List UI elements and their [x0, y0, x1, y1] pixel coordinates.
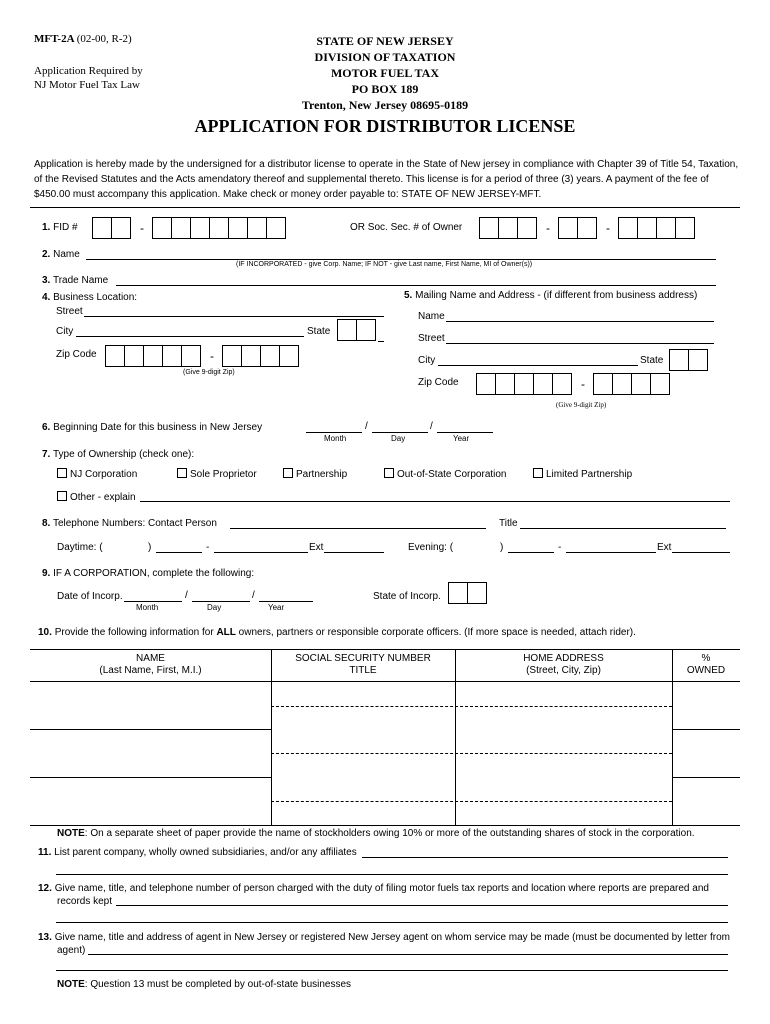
q4-street-label: Street	[56, 306, 83, 317]
q3-label: 3. Trade Name	[42, 275, 109, 286]
records-field[interactable]	[116, 905, 728, 906]
q13-label: 13. Give name, title and address of agent in New Jersey or registered New Jersey agent on whom service may be made (must be documented by letter from agent)	[38, 932, 731, 956]
q5-state-label: State	[640, 355, 664, 366]
dash: -	[206, 542, 210, 553]
mailing-name-field[interactable]	[446, 321, 714, 322]
q1-label: 1. FID #	[42, 222, 78, 233]
slash: /	[430, 421, 433, 432]
agency-line5: Trenton, New Jersey 08695-0189	[301, 98, 469, 112]
incorp-day-field[interactable]	[192, 601, 250, 602]
q4-city-label: City	[56, 326, 74, 337]
option-other[interactable]: Other - explain	[57, 491, 136, 503]
intro-paragraph	[34, 157, 738, 202]
col-header-address: HOME ADDRESS (Street, City, Zip)	[523, 653, 604, 676]
form-id: MFT-2A (02-00, R-2)	[34, 33, 132, 45]
day-caption: Day	[391, 434, 406, 443]
divider	[30, 207, 740, 208]
mailing-zip-input[interactable]: -	[476, 373, 670, 395]
checkbox-icon[interactable]	[384, 468, 394, 478]
ssn-input[interactable]: - -	[479, 217, 695, 239]
intro-line2: of the Revised Statutes and the Acts amendatory thereof and supplemental thereto. This license is for a period of three (3) years. A payment of the fee of	[34, 174, 709, 185]
begin-year-field[interactable]	[437, 432, 493, 433]
business-zip-input[interactable]: -	[105, 345, 299, 367]
app-required-line2: NJ Motor Fuel Tax Law	[34, 79, 140, 91]
q5-street-label: Street	[418, 333, 445, 344]
mailing-zip-hint: (Give 9-digit Zip)	[556, 401, 607, 409]
checkbox-icon[interactable]	[177, 468, 187, 478]
month-caption: Month	[324, 434, 347, 443]
note-out-of-state: NOTE: Question 13 must be completed by out-of-state businesses	[57, 979, 352, 990]
name-field[interactable]	[86, 259, 716, 260]
option-sole-proprietor[interactable]: Sole Proprietor	[177, 468, 257, 480]
affiliates-field-2[interactable]	[56, 874, 728, 875]
evening-ext-field[interactable]	[672, 552, 730, 553]
daytime-ext-field[interactable]	[324, 552, 384, 553]
q11-label: 11. List parent company, wholly owned subsidiaries, and/or any affiliates	[38, 847, 357, 858]
agency-line2: DIVISION OF TAXATION	[314, 50, 456, 64]
note-stockholders: NOTE: On a separate sheet of paper provide the name of stockholders owing 10% or more of the outstanding shares of stock in the corporation.	[57, 828, 695, 839]
title-label: Title	[499, 518, 518, 529]
business-state-underline	[378, 341, 384, 342]
col-header-owned: % OWNED	[686, 653, 726, 676]
mailing-street-field[interactable]	[446, 343, 714, 344]
form-revision: (02-00, R-2)	[76, 33, 132, 45]
q2-label: 2. Name	[42, 249, 80, 260]
business-street-field[interactable]	[84, 316, 384, 317]
slash: /	[252, 590, 255, 601]
contact-title-field[interactable]	[520, 528, 726, 529]
ext-label: Ext	[657, 542, 672, 553]
trade-name-field[interactable]	[116, 285, 716, 286]
checkbox-icon[interactable]	[533, 468, 543, 478]
evening-number-field[interactable]	[566, 552, 656, 553]
mailing-city-field[interactable]	[438, 365, 638, 366]
daytime-label: Daytime: (	[57, 542, 103, 553]
q5-label: 5. Mailing Name and Address - (if different from business address)	[404, 290, 698, 301]
ssn-label: OR Soc. Sec. # of Owner	[350, 222, 463, 233]
paren: )	[148, 542, 152, 553]
mailing-state-input[interactable]	[669, 349, 708, 371]
month-caption: Month	[136, 603, 159, 612]
year-caption: Year	[268, 603, 285, 612]
ext-label: Ext	[309, 542, 324, 553]
agent-field[interactable]	[88, 954, 728, 955]
day-caption: Day	[207, 603, 222, 612]
daytime-number-field[interactable]	[214, 552, 308, 553]
q10-label: 10. Provide the following information for ALL owners, partners or responsible corporate officers. (If more space is needed, attach rider).	[38, 627, 636, 638]
agency-block	[280, 33, 490, 113]
incorp-year-field[interactable]	[259, 601, 313, 602]
q6-label: 6. Beginning Date for this business in New Jersey	[42, 422, 263, 433]
checkbox-icon[interactable]	[283, 468, 293, 478]
year-caption: Year	[453, 434, 470, 443]
name-hint: (IF INCORPORATED - give Corp. Name; IF NOT - give Last name, First Name, MI of Owner(s))	[236, 261, 533, 268]
evening-label: Evening: (	[408, 542, 454, 553]
evening-prefix-field[interactable]	[508, 552, 554, 553]
col-header-ssn: SOCIAL SECURITY NUMBER TITLE	[295, 653, 431, 676]
business-zip-hint: (Give 9-digit Zip)	[183, 369, 235, 376]
q4-state-label: State	[307, 326, 331, 337]
q4-label: 4. Business Location:	[42, 292, 138, 303]
option-partnership[interactable]: Partnership	[283, 468, 347, 480]
q5-name-label: Name	[418, 311, 445, 322]
records-field-2[interactable]	[56, 922, 728, 923]
business-city-field[interactable]	[76, 336, 304, 337]
q7-label: 7. Type of Ownership (check one):	[42, 449, 195, 460]
begin-month-field[interactable]	[306, 432, 362, 433]
begin-day-field[interactable]	[372, 432, 428, 433]
incorp-state-input[interactable]	[448, 582, 487, 604]
contact-person-field[interactable]	[230, 528, 486, 529]
agent-field-2[interactable]	[56, 970, 728, 971]
intro-line3: $450.00 must accompany this application. Make check or money order payable to: STATE OF NEW JERSEY-MFT.	[34, 189, 542, 200]
q5-city-label: City	[418, 355, 436, 366]
option-nj-corporation[interactable]: NJ Corporation	[57, 468, 137, 480]
checkbox-icon[interactable]	[57, 491, 67, 501]
option-limited-partnership[interactable]: Limited Partnership	[533, 468, 632, 480]
intro-line1: Application is hereby made by the undersigned for a distributor license to operate in the State of New jersey in compliance with Chapter 39 of Title 54, Taxation,	[34, 159, 739, 170]
paren: )	[500, 542, 504, 553]
agency-line1: STATE OF NEW JERSEY	[316, 34, 454, 48]
daytime-prefix-field[interactable]	[156, 552, 202, 553]
checkbox-icon[interactable]	[57, 468, 67, 478]
other-explain-field[interactable]	[140, 501, 730, 502]
option-out-of-state-corporation[interactable]: Out-of-State Corporation	[384, 468, 507, 480]
slash: /	[365, 421, 368, 432]
incorp-date-label: Date of Incorp.	[57, 591, 123, 602]
q4-zip-label: Zip Code	[56, 349, 97, 360]
dash: -	[558, 542, 562, 553]
fid-input[interactable]: -	[92, 217, 286, 239]
incorp-month-field[interactable]	[124, 601, 182, 602]
agency-line3: MOTOR FUEL TAX	[330, 66, 440, 80]
agency-line4: PO BOX 189	[351, 82, 419, 96]
q5-zip-label: Zip Code	[418, 377, 459, 388]
slash: /	[185, 590, 188, 601]
incorp-state-label: State of Incorp.	[373, 591, 441, 602]
affiliates-field[interactable]	[362, 857, 728, 858]
page-title: APPLICATION FOR DISTRIBUTOR LICENSE	[194, 116, 576, 136]
q8-label: 8. Telephone Numbers: Contact Person	[42, 518, 217, 529]
business-state-input[interactable]	[337, 319, 376, 341]
q9-label: 9. IF A CORPORATION, complete the following:	[42, 568, 255, 579]
q12-label: 12. Give name, title, and telephone number of person charged with the duty of filing motor fuels tax reports and location where reports are prepared and records kept	[38, 883, 709, 907]
owners-table	[30, 649, 740, 826]
app-required-line1: Application Required by	[34, 65, 143, 77]
col-header-name: NAME (Last Name, First, M.I.)	[99, 653, 202, 676]
